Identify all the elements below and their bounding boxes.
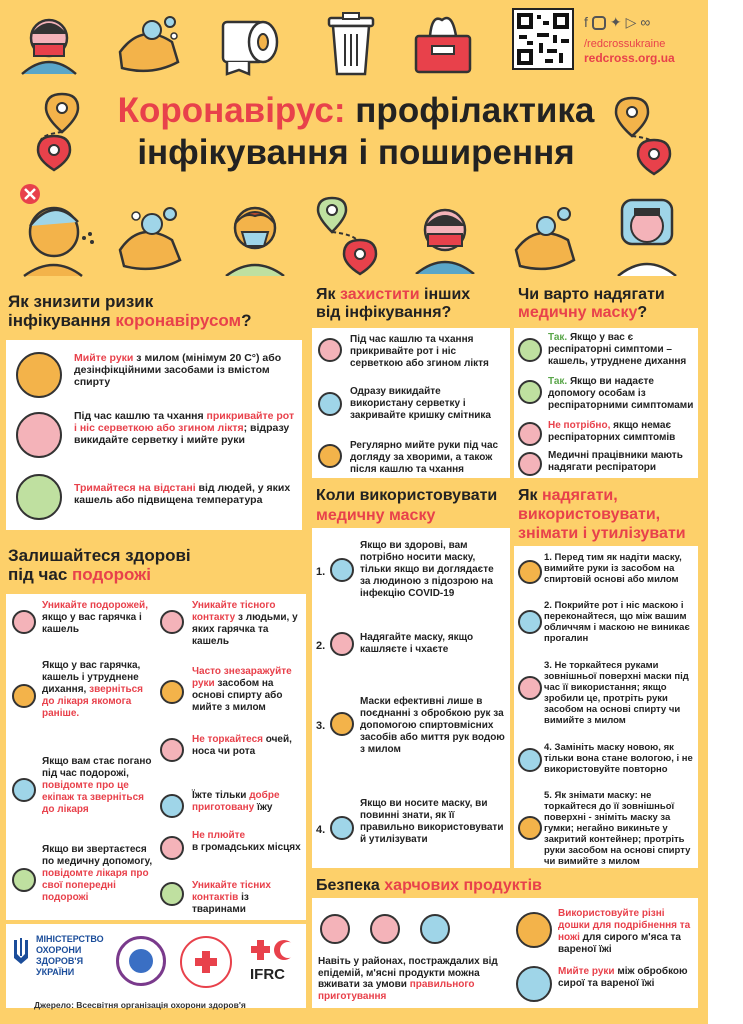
- should-item-1-tag: Так.: [548, 332, 568, 343]
- should-item-2-text: Якщо ви надаєте допомогу особам із респіраторними симптомами: [548, 376, 694, 411]
- should-item-4: [548, 450, 694, 474]
- travel-right-3-text: очей, носа чи рота: [192, 734, 292, 757]
- when-number-4: 4.: [316, 824, 326, 836]
- risk-item-1-red: Мийте руки: [74, 352, 134, 364]
- travel-left-4-text: Якщо ви звертаєтеся по медичну допомогу,: [42, 844, 153, 867]
- qr-code[interactable]: [512, 8, 574, 70]
- sick-person-icon: [12, 684, 36, 708]
- hand-wash-icon: [518, 560, 542, 584]
- meat-icon: [370, 914, 400, 944]
- title-line1: профілактика: [355, 91, 595, 130]
- mask-icon: [330, 816, 354, 840]
- flickr-icon[interactable]: ∞: [640, 14, 651, 30]
- trash-bin-icon: [318, 392, 342, 416]
- travel-left-2-text: Якщо у вас гарячка, кашель і утруднене дихання,: [42, 660, 141, 695]
- mask-icon: [518, 422, 542, 446]
- doctor-map-icon: [12, 868, 36, 892]
- food-right-1-text: для сирого м'яса та вареної їжі: [558, 932, 681, 955]
- howmask-item-1: 1. Перед тим як надіти маску, вимийте руки із засобом на спиртовій основі або милом: [544, 552, 682, 585]
- protect-heading: [316, 286, 506, 322]
- trash-bin-icon: [518, 748, 542, 772]
- title-red: Коронавірус:: [117, 91, 346, 130]
- travel-left-2: [42, 660, 154, 720]
- mask-icon: [518, 380, 542, 404]
- should-item-3: [548, 420, 694, 444]
- travel-right-4: [192, 790, 302, 814]
- tissue-box-icon: [318, 338, 342, 362]
- no-touch-mask-icon: [518, 676, 542, 700]
- facebook-icon[interactable]: f: [584, 14, 588, 30]
- howmask-item-2: 2. Покрийте рот і ніс маскою і переконайтеся, що між вашим обличчям і маскою не виникає прогалин: [544, 600, 690, 644]
- travel-title-a: Залишайтеся здорові: [8, 546, 191, 565]
- when-number-1: 1.: [316, 566, 326, 578]
- risk-item-3-text: від людей, у яких кашель або підвищена температура: [74, 482, 291, 506]
- distance-person-icon: [16, 474, 62, 520]
- risk-item-2-red: прикривайте рот і ніс серветкою або згином ліктя: [74, 410, 295, 434]
- travel-right-6-red: Уникайте тісних контактів: [192, 880, 271, 903]
- hand-soap-icon: [112, 12, 187, 76]
- travel-right-5-red: Не плюйте: [192, 830, 246, 841]
- no-contact-icon: [160, 610, 184, 634]
- cooked-food-icon: [160, 794, 184, 818]
- when-title-red: медичну маску: [316, 507, 436, 524]
- ministry-label: МІНІСТЕРСТВО ОХОРОНИ ЗДОРОВ'Я УКРАЇНИ: [36, 934, 104, 977]
- cutting-board-icon: [516, 912, 552, 948]
- sneezing-person-icon: [14, 10, 84, 76]
- mask-person-icon: [330, 558, 354, 582]
- hand-wash-icon: [330, 712, 354, 736]
- travel-left-2-red: зверніться до лікаря якомога раніше.: [42, 684, 144, 719]
- tissue-box-icon: [412, 10, 474, 76]
- ukrainian-logo: [116, 936, 166, 986]
- social-icons: [584, 14, 694, 34]
- when-item-3: Маски ефективні лише в поєднанні з обробкою рук за допомогою спиртовмісних засобів або миття рук водою з милом: [360, 696, 505, 755]
- when-item-2: Надягайте маску, якщо кашляєте і чхаєте: [360, 632, 474, 655]
- food-text-red: правильного приготування: [318, 979, 475, 1002]
- protect-title-b: інших: [419, 286, 471, 303]
- title-line2: інфікування і поширення: [137, 133, 575, 172]
- should-item-1: [548, 332, 694, 368]
- red-cross-icon: [193, 949, 219, 975]
- risk-item-2-text-a: Під час кашлю та чхання: [74, 410, 207, 422]
- luggage-icon: [12, 610, 36, 634]
- travel-right-5-text: в громадських місцях: [192, 842, 301, 853]
- food-title-red: харчових продуктів: [384, 877, 542, 894]
- protect-item-2: Одразу викидайте використану серветку і закривайте кришку смітника: [350, 386, 491, 421]
- hand-wash-icon: [16, 352, 62, 398]
- travel-right-6: [192, 880, 302, 916]
- mask-icon: [518, 338, 542, 362]
- protect-item-3: Регулярно мийте руки під час догляду за хворими, а також після кашлю та чхання: [350, 440, 499, 475]
- travel-right-1: [192, 600, 302, 648]
- location-pin-icon: [18, 92, 88, 177]
- when-title-a: Коли використовувати: [316, 487, 498, 504]
- hand-wash-icon: [318, 444, 342, 468]
- should-title-a: Чи варто надягати: [518, 286, 665, 303]
- travel-left-4: [42, 844, 154, 904]
- travel-left-4-red: повідомте лікаря про свої попередні подорожі: [42, 868, 149, 903]
- remove-mask-icon: [518, 816, 542, 840]
- page-title: [86, 90, 626, 174]
- howmask-item-4: 4. Замініть маску новою, як тільки вона стане вологою, і не використовуйте повторно: [544, 742, 693, 775]
- travel-left-1-red: Уникайте подорожей,: [42, 600, 148, 611]
- travel-right-1-red: Уникайте тісного контакту: [192, 600, 276, 623]
- travel-right-1-text: з людьми, у яких гарячка та кашель: [192, 612, 298, 647]
- should-item-1-text: Якщо у вас є респіраторні симптоми – кашель, утруднене дихання: [548, 332, 687, 367]
- risk-item-1-text: з милом (мінімум 20 С°) або дезінфікційними засобами із вмістом спирту: [74, 352, 282, 388]
- protect-title-c: від інфікування?: [316, 304, 452, 321]
- when-number-2: 2.: [316, 640, 326, 652]
- food-right-1: [558, 908, 694, 956]
- risk-item-2: [74, 410, 296, 446]
- travel-right-4-text-b: їжу: [254, 802, 273, 813]
- youtube-icon[interactable]: ▷: [625, 14, 637, 30]
- hand-sanitize-icon: [160, 680, 184, 704]
- when-heading: [316, 486, 510, 526]
- risk-item-1: [74, 352, 296, 388]
- travel-left-3-red: повідомте про це екіпаж та зверніться до лікаря: [42, 780, 144, 815]
- hand-wash-icon: [516, 966, 552, 1002]
- risk-item-2-text-b: ; відразу викидайте серветку і мийте руки: [74, 422, 290, 446]
- food-right-2-text: між обробкою сирої та вареної їжі: [558, 966, 688, 989]
- food-text: [318, 956, 504, 1002]
- ifrc-label: IFRC: [250, 966, 285, 983]
- travel-right-4-red: добре приготовану: [192, 790, 280, 813]
- red-cross-ukraine-logo: [180, 936, 232, 988]
- risk-title-red: коронавірусом: [115, 311, 242, 330]
- cough-person-icon: [330, 632, 354, 656]
- travel-right-5: [192, 830, 302, 854]
- travel-heading: [8, 546, 298, 584]
- food-right-2-red: Мийте руки: [558, 966, 615, 977]
- no-spit-icon: [160, 836, 184, 860]
- travel-right-6-text: із тваринами: [192, 892, 249, 915]
- risk-title-b: інфікування: [8, 311, 116, 330]
- travel-left-3-text: Якщо вам стає погано під час подорожі,: [42, 756, 152, 779]
- protect-title-red: захистити: [339, 286, 420, 303]
- travel-right-2-red: Часто знезаражуйте руки: [192, 666, 292, 689]
- cooking-pot-icon: [420, 914, 450, 944]
- should-title-q: ?: [637, 304, 648, 321]
- travel-right-2: [192, 666, 302, 714]
- food-title-a: Безпека: [316, 877, 385, 894]
- airplane-crew-icon: [12, 778, 36, 802]
- food-heading: [316, 876, 696, 895]
- knife-icon: [320, 914, 350, 944]
- travel-title-b: під час: [8, 565, 73, 584]
- medic-person-icon: [518, 452, 542, 476]
- travel-right-3: [192, 734, 302, 758]
- social-handle[interactable]: /redcrossukraine: [584, 38, 666, 50]
- should-heading: [518, 286, 703, 322]
- food-right-2: [558, 966, 694, 990]
- no-face-touch-icon: [160, 738, 184, 762]
- no-cough-person-icon: [16, 182, 98, 278]
- risk-item-3: [74, 482, 296, 506]
- route-pins-icon: [312, 196, 382, 281]
- hand-soap-icon: [510, 200, 584, 274]
- cough-elbow-icon: [16, 412, 62, 458]
- protect-item-1: Під час кашлю та чхання прикривайте рот і ніс серветкою або згином ліктя: [350, 334, 489, 369]
- travel-right-3-red: Не торкайтеся: [192, 734, 263, 745]
- mask-person-icon: [222, 196, 288, 276]
- medic-faceshield-icon: [612, 194, 682, 276]
- hand-wash-icon: [114, 196, 190, 276]
- howmask-item-5: 5. Як знімати маску: не торкайтеся до її зовнішньої поверхні - зніміть маску за гумки; негайно викиньте у закритий контейнер; протріть руки засобом на основі спирту чи вимийте з милом: [544, 790, 691, 867]
- risk-title-a: Як знизити ризик: [8, 292, 154, 311]
- risk-title-q: ?: [241, 311, 252, 330]
- animal-icon: [160, 882, 184, 906]
- cough-elbow-icon: [410, 200, 480, 274]
- when-item-4: Якщо ви носите маску, ви повинні знати, як її правильно використовувати й утилізувати: [360, 798, 504, 845]
- travel-left-3: [42, 756, 154, 816]
- howmask-title-red: надягати, використовувати, знімати і утилізувати: [518, 487, 686, 542]
- howmask-item-3: 3. Не торкайтеся руками зовнішньої поверхні маски під час її використання; якщо зробили це, протріть руки засобом на основі спирту чи вимийте з милом: [544, 660, 689, 726]
- should-item-4-text: Медичні працівники мають надягати респіратори: [548, 450, 683, 473]
- protect-title-a: Як: [316, 286, 340, 303]
- risk-heading: [8, 292, 298, 330]
- risk-item-3-red: Тримайтеся на відстані: [74, 482, 196, 494]
- trash-bin-icon: [323, 12, 379, 76]
- instagram-icon[interactable]: [592, 16, 606, 30]
- toilet-paper-icon: [215, 14, 285, 76]
- mask-person-icon: [518, 610, 542, 634]
- howmask-title-a: Як: [518, 487, 542, 504]
- when-number-3: 3.: [316, 720, 326, 732]
- travel-left-1: [42, 600, 154, 636]
- source-label: Джерело: Всесвітня організація охорони здоров'я: [34, 1000, 246, 1010]
- should-item-2-tag: Так.: [548, 376, 568, 387]
- travel-left-1-text: якщо у вас гарячка і кашель: [42, 612, 142, 635]
- food-text-a: Навіть у районах, постраждалих від епідемій, м'ясні продукти можна вживати за умови: [318, 956, 498, 990]
- when-item-1: Якщо ви здорові, вам потрібно носити маску, тільки якщо ви доглядаєте за людиною з підозрою на інфекцію COVID-19: [360, 540, 494, 599]
- travel-title-red: подорожі: [72, 565, 151, 584]
- should-item-3-tag: Не потрібно,: [548, 420, 611, 431]
- twitter-icon[interactable]: ✦: [609, 14, 622, 30]
- should-title-red: медичну маску: [518, 304, 638, 321]
- should-item-3-text: якщо немає респіраторних симптомів: [548, 420, 676, 443]
- food-right-1-red: Використовуйте різні дошки для подрібнення та ножі: [558, 908, 691, 943]
- ifrc-cross-crescent-icon: [250, 938, 298, 967]
- travel-right-4-text-a: Їжте тільки: [192, 790, 250, 801]
- website-link[interactable]: redcross.org.ua: [584, 51, 675, 65]
- should-item-2: [548, 376, 694, 412]
- travel-right-2-text: засобом на основі спирту або мийте з милом: [192, 678, 283, 713]
- ukraine-trident-icon: [12, 936, 30, 966]
- heart-icon: [129, 949, 153, 973]
